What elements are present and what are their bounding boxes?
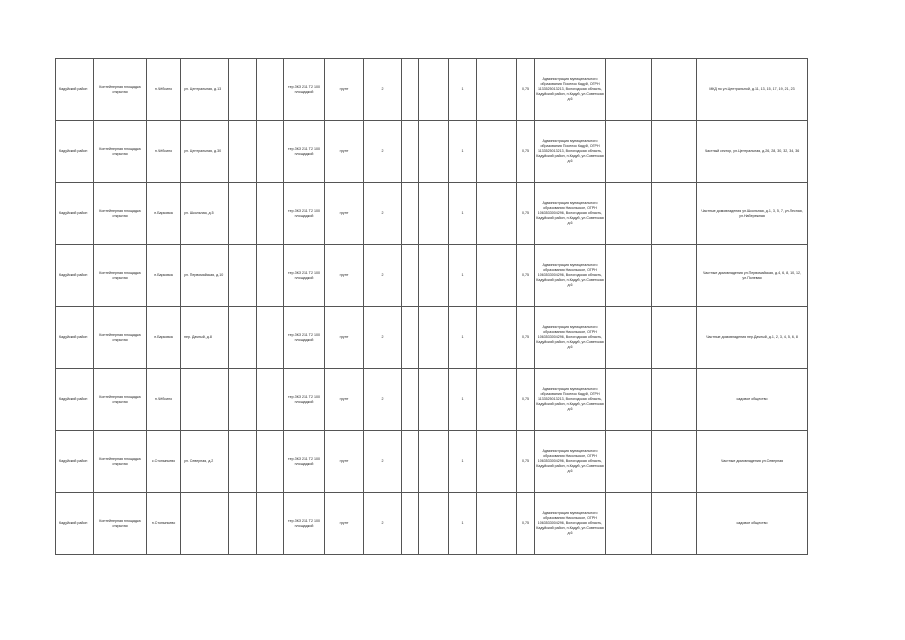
- container-count-cell: 1: [449, 431, 477, 493]
- container-volume-cell: 0,75: [517, 59, 535, 121]
- waste-source-cell: садовое общество: [697, 369, 808, 431]
- waste-source-cell: Частный сектор, ул.Центральная, д.26, 28, 30, 32, 34, 36: [697, 121, 808, 183]
- area-cell: 2: [364, 493, 402, 555]
- owner-cell: Администрация муниципального образования Поселок Кадуй, ОГРН 1133525013213, Вологодская область, Кадуйский район, п.Кадуй, ул.Советская д.6: [535, 59, 606, 121]
- owner-cell: Администрация муниципального образования Никольское, ОГРН 1063533004296, Вологодская область, Кадуйский район, п.Кадуй, ул.Советская д.6: [535, 431, 606, 493]
- owner-cell: Администрация муниципального образования Никольское, ОГРН 1063533004296, Вологодская область, Кадуйский район, п.Кадуй, ул.Советская д.6: [535, 183, 606, 245]
- surface-cell: грунт: [325, 121, 364, 183]
- surface-cell: грунт: [325, 59, 364, 121]
- empty-cell: [402, 493, 419, 555]
- empty-cell: [606, 59, 652, 121]
- site-type-cell: Контейнерная площадка открытая: [94, 183, 147, 245]
- empty-cell: [257, 369, 284, 431]
- district-cell: Кадуйский район: [56, 431, 94, 493]
- empty-cell: [402, 369, 419, 431]
- area-cell: 2: [364, 183, 402, 245]
- settlement-cell: п.Стопыньево: [147, 493, 181, 555]
- empty-cell: [402, 307, 419, 369]
- empty-cell: [606, 493, 652, 555]
- empty-cell: [652, 493, 697, 555]
- site-type-cell: Контейнерная площадка открытая: [94, 493, 147, 555]
- empty-cell: [419, 245, 449, 307]
- area-cell: 2: [364, 121, 402, 183]
- area-cell: 2: [364, 245, 402, 307]
- settlement-cell: п.Барковка: [147, 307, 181, 369]
- area-cell: 2: [364, 59, 402, 121]
- coordinates-cell: тер.ЗКЗ 211 Т2 100 площадкой: [284, 183, 325, 245]
- empty-cell: [419, 121, 449, 183]
- empty-cell: [257, 493, 284, 555]
- coordinates-cell: тер.ЗКЗ 211 Т2 100 площадкой: [284, 493, 325, 555]
- waste-source-cell: МКД по ул.Центральной, д.11, 13, 15, 17, 19, 21, 23: [697, 59, 808, 121]
- surface-cell: грунт: [325, 307, 364, 369]
- district-cell: Кадуйский район: [56, 369, 94, 431]
- empty-cell: [652, 59, 697, 121]
- waste-source-cell: Частные домовладения пер.Дачный, д.1, 2, 3, 4, 5, 6, 8: [697, 307, 808, 369]
- empty-cell: [419, 493, 449, 555]
- table-row: [56, 431, 808, 493]
- empty-cell: [652, 183, 697, 245]
- empty-cell: [402, 121, 419, 183]
- area-cell: 2: [364, 431, 402, 493]
- surface-cell: грунт: [325, 431, 364, 493]
- waste-source-cell: Частные домовладения ул.Школьная, д.1, 3, 5, 7, ул.Лесная, ул.Набережная: [697, 183, 808, 245]
- empty-cell: [257, 431, 284, 493]
- table-row: [56, 121, 808, 183]
- district-cell: Кадуйский район: [56, 121, 94, 183]
- container-count-cell: 1: [449, 183, 477, 245]
- container-count-cell: 1: [449, 59, 477, 121]
- settlement-cell: п.Чёбсино: [147, 59, 181, 121]
- district-cell: Кадуйский район: [56, 245, 94, 307]
- table-row: [56, 59, 808, 121]
- container-volume-cell: 0,75: [517, 369, 535, 431]
- site-type-cell: Контейнерная площадка открытая: [94, 431, 147, 493]
- owner-cell: Администрация муниципального образования Никольское, ОГРН 1063533004296, Вологодская область, Кадуйский район, п.Кадуй, ул.Советская д.6: [535, 493, 606, 555]
- settlement-cell: п.Чёбсино: [147, 369, 181, 431]
- coordinates-cell: тер.ЗКЗ 211 Т2 100 площадкой: [284, 245, 325, 307]
- site-type-cell: Контейнерная площадка открытая: [94, 245, 147, 307]
- empty-cell: [402, 59, 419, 121]
- container-volume-cell: 0,75: [517, 431, 535, 493]
- empty-cell: [257, 121, 284, 183]
- empty-cell: [652, 431, 697, 493]
- empty-cell: [229, 121, 257, 183]
- surface-cell: грунт: [325, 369, 364, 431]
- surface-cell: грунт: [325, 245, 364, 307]
- empty-cell: [477, 121, 517, 183]
- table-row: [56, 369, 808, 431]
- coordinates-cell: тер.ЗКЗ 211 Т2 100 площадкой: [284, 431, 325, 493]
- district-cell: Кадуйский район: [56, 493, 94, 555]
- address-cell: ул. Северная, д.2: [181, 431, 229, 493]
- container-count-cell: 1: [449, 493, 477, 555]
- district-cell: Кадуйский район: [56, 307, 94, 369]
- empty-cell: [402, 431, 419, 493]
- empty-cell: [606, 369, 652, 431]
- empty-cell: [229, 183, 257, 245]
- table-row: [56, 183, 808, 245]
- address-cell: ул. Центральная, д.30: [181, 121, 229, 183]
- address-cell: ул. Первомайская, д.10: [181, 245, 229, 307]
- empty-cell: [477, 431, 517, 493]
- coordinates-cell: тер.ЗКЗ 211 Т2 100 площадкой: [284, 121, 325, 183]
- empty-cell: [652, 369, 697, 431]
- waste-source-cell: садовое общество: [697, 493, 808, 555]
- container-count-cell: 1: [449, 121, 477, 183]
- empty-cell: [229, 307, 257, 369]
- container-count-cell: 1: [449, 307, 477, 369]
- owner-cell: Администрация муниципального образования Поселок Кадуй, ОГРН 1133525013213, Вологодская область, Кадуйский район, п.Кадуй, ул.Советская д.6: [535, 121, 606, 183]
- table-row: [56, 307, 808, 369]
- address-cell: [181, 369, 229, 431]
- empty-cell: [652, 245, 697, 307]
- empty-cell: [257, 59, 284, 121]
- coordinates-cell: тер.ЗКЗ 211 Т2 100 площадкой: [284, 59, 325, 121]
- empty-cell: [477, 59, 517, 121]
- container-volume-cell: 0,75: [517, 307, 535, 369]
- empty-cell: [477, 307, 517, 369]
- settlement-cell: п.Барковка: [147, 183, 181, 245]
- address-cell: ул. Школьная, д.5: [181, 183, 229, 245]
- empty-cell: [606, 245, 652, 307]
- empty-cell: [652, 307, 697, 369]
- empty-cell: [477, 493, 517, 555]
- address-cell: пер. Дачный, д.8: [181, 307, 229, 369]
- site-type-cell: Контейнерная площадка открытая: [94, 307, 147, 369]
- empty-cell: [229, 245, 257, 307]
- container-volume-cell: 0,75: [517, 245, 535, 307]
- district-cell: Кадуйский район: [56, 59, 94, 121]
- empty-cell: [606, 307, 652, 369]
- table-row: [56, 245, 808, 307]
- owner-cell: Администрация муниципального образования Никольское, ОГРН 1063533004296, Вологодская область, Кадуйский район, п.Кадуй, ул.Советская д.6: [535, 307, 606, 369]
- empty-cell: [477, 245, 517, 307]
- empty-cell: [229, 431, 257, 493]
- container-count-cell: 1: [449, 245, 477, 307]
- empty-cell: [477, 183, 517, 245]
- empty-cell: [419, 183, 449, 245]
- district-cell: Кадуйский район: [56, 183, 94, 245]
- container-volume-cell: 0,75: [517, 121, 535, 183]
- empty-cell: [402, 183, 419, 245]
- empty-cell: [257, 307, 284, 369]
- empty-cell: [419, 59, 449, 121]
- empty-cell: [477, 369, 517, 431]
- empty-cell: [229, 369, 257, 431]
- empty-cell: [257, 183, 284, 245]
- empty-cell: [419, 369, 449, 431]
- settlement-cell: п.Чёбсино: [147, 121, 181, 183]
- container-volume-cell: 0,75: [517, 183, 535, 245]
- container-volume-cell: 0,75: [517, 493, 535, 555]
- coordinates-cell: тер.ЗКЗ 211 Т2 100 площадкой: [284, 307, 325, 369]
- empty-cell: [419, 307, 449, 369]
- area-cell: 2: [364, 369, 402, 431]
- settlement-cell: с.Стопыньево: [147, 431, 181, 493]
- waste-source-cell: Частные домовладения ул.Северная: [697, 431, 808, 493]
- address-cell: [181, 493, 229, 555]
- address-cell: ул. Центральная, д.13: [181, 59, 229, 121]
- empty-cell: [229, 59, 257, 121]
- waste-source-cell: Частные домовладения ул.Первомайская, д.4, 6, 8, 10, 12, ул.Полевая: [697, 245, 808, 307]
- owner-cell: Администрация муниципального образования Поселок Кадуй, ОГРН 1133525013213, Вологодская область, Кадуйский район, п.Кадуй, ул.Советская д.6: [535, 369, 606, 431]
- table-row: [56, 493, 808, 555]
- empty-cell: [402, 245, 419, 307]
- area-cell: 2: [364, 307, 402, 369]
- empty-cell: [257, 245, 284, 307]
- site-type-cell: Контейнерная площадка открытая: [94, 121, 147, 183]
- registry-table: [55, 58, 808, 555]
- coordinates-cell: тер.ЗКЗ 211 Т2 100 площадкой: [284, 369, 325, 431]
- empty-cell: [606, 121, 652, 183]
- site-type-cell: Контейнерная площадка открытая: [94, 59, 147, 121]
- container-count-cell: 1: [449, 369, 477, 431]
- empty-cell: [229, 493, 257, 555]
- site-type-cell: Контейнерная площадка открытая: [94, 369, 147, 431]
- empty-cell: [606, 431, 652, 493]
- owner-cell: Администрация муниципального образования Никольское, ОГРН 1063533004296, Вологодская область, Кадуйский район, п.Кадуй, ул.Советская д.6: [535, 245, 606, 307]
- empty-cell: [606, 183, 652, 245]
- empty-cell: [652, 121, 697, 183]
- surface-cell: грунт: [325, 493, 364, 555]
- empty-cell: [419, 431, 449, 493]
- settlement-cell: п.Барковка: [147, 245, 181, 307]
- surface-cell: грунт: [325, 183, 364, 245]
